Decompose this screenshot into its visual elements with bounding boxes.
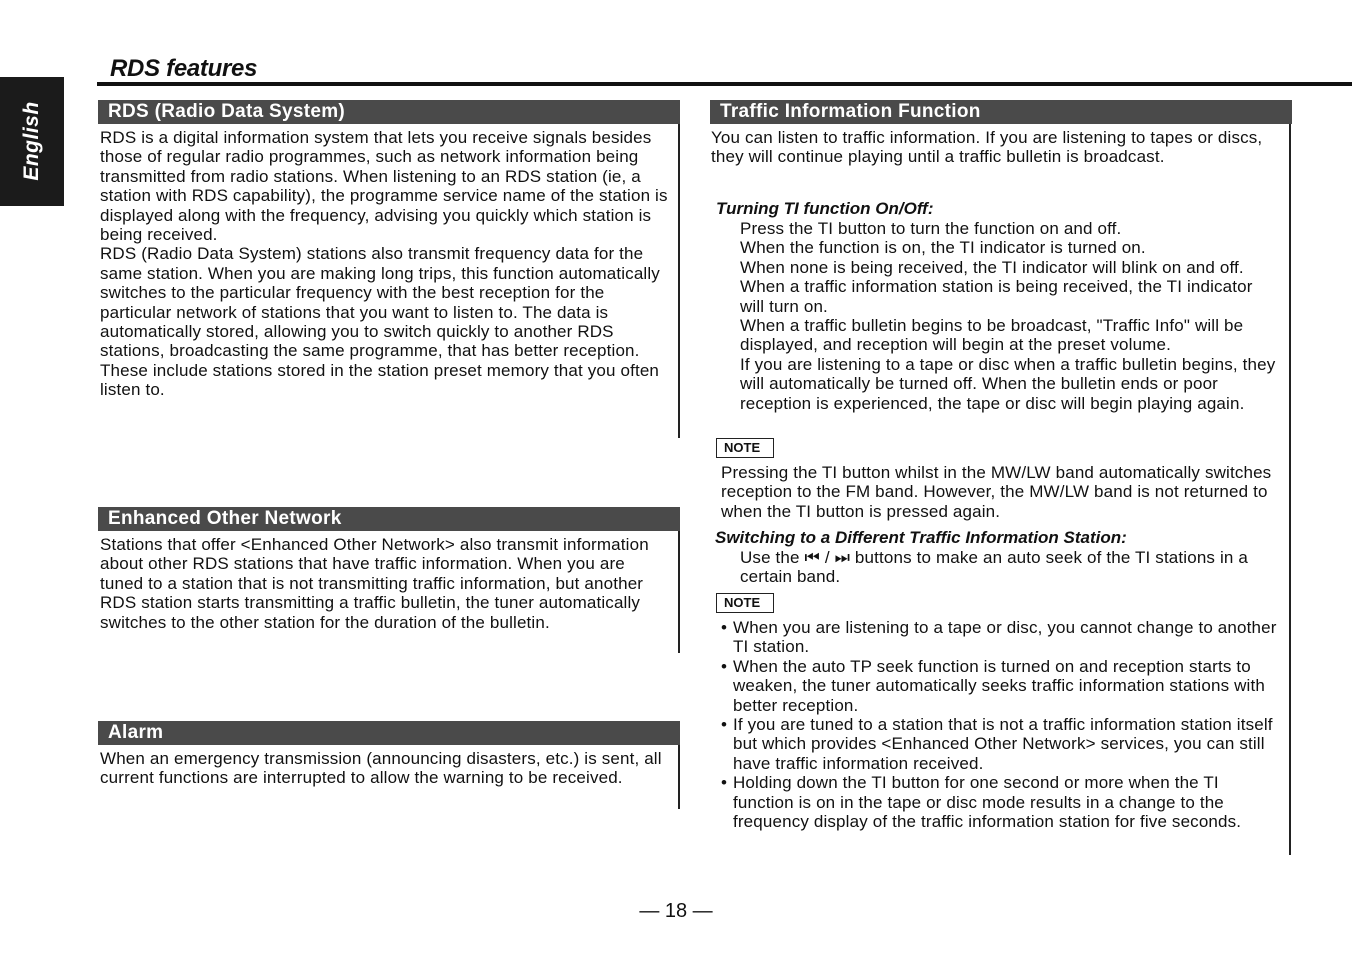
ti-onoff-line: When the function is on, the TI indicator is turned on.: [740, 238, 1146, 258]
eon-rule: [678, 531, 680, 653]
ti-onoff-line: Press the TI button to turn the function on and off.: [740, 219, 1122, 238]
note2-bullet: • If you are tuned to a station that is not a traffic information station itself but which provides <Enhanced Other Network> services, you can still have traffic information received.: [721, 715, 1281, 773]
rds-body: [100, 128, 672, 400]
rds-paragraph: RDS is a digital information system that lets you receive signals besides those of regular radio programmes, such as network information being transmitted from radio stations. When listening to an RDS station (ie, a station with RDS capability), the programme service name of the station is displayed along with the frequency, advising you quickly which station is being received.: [100, 128, 668, 245]
note2-bullet: • Holding down the TI button for one second or more when the TI function is on in the tape or disc mode results in a change to the frequency display of the traffic information station for five seconds.: [721, 773, 1281, 831]
traffic-rule: [1289, 124, 1291, 855]
ti-onoff-line: When none is being received, the TI indicator will blink on and off. When a traffic information station is being received, the TI indicator will turn on.: [740, 257, 1253, 316]
ti-onoff-line: When a traffic bulletin begins to be broadcast, "Traffic Info" will be displayed, and reception will begin at the preset volume.: [740, 316, 1244, 355]
eon-body: Stations that offer <Enhanced Other Network> also transmit information about other RDS stations that have traffic information. When you are tuned to a station that is not transmitting traffic information, but another RDS station starts transmitting a traffic bulletin, the tuner automatically switches to the other station for the duration of the bulletin.: [100, 535, 649, 632]
title-rule: [97, 82, 1352, 86]
switching-body: Use the ⏮ / ⏭ buttons to make an auto seek of the TI stations in a certain band.: [740, 548, 1248, 587]
note1-body: Pressing the TI button whilst in the MW/LW band automatically switches reception to the FM band. However, the MW/LW band is not returned to when the TI button is pressed again.: [721, 463, 1272, 521]
note2-bullet: • When you are listening to a tape or disc, you cannot change to another TI station.: [721, 618, 1281, 657]
ti-onoff-body: [740, 219, 1280, 413]
note-label: NOTE: [716, 438, 774, 458]
traffic-heading: Traffic Information Function: [710, 100, 1292, 124]
page-number: — 18 —: [639, 900, 713, 922]
eon-heading: Enhanced Other Network: [98, 507, 680, 531]
rds-heading: RDS (Radio Data System): [98, 100, 680, 124]
alarm-heading: Alarm: [98, 721, 680, 745]
note2-bullet: • When the auto TP seek function is turned on and reception starts to weaken, the tuner automatically seeks traffic information stations with better reception.: [721, 657, 1281, 715]
language-tab-label: English: [20, 101, 43, 181]
alarm-body: When an emergency transmission (announcing disasters, etc.) is sent, all current functions are interrupted to allow the warning to be received.: [100, 749, 662, 788]
ti-onoff-title: Turning TI function On/Off:: [716, 199, 934, 218]
switching-title: Switching to a Different Traffic Information Station:: [715, 528, 1127, 547]
ti-onoff-line: If you are listening to a tape or disc when a traffic bulletin begins, they will automatically be turned off. When the bulletin ends or poor reception is experienced, the tape or disc will begin playing again.: [740, 354, 1276, 413]
rds-rule: [678, 124, 680, 438]
rds-paragraph: RDS (Radio Data System) stations also transmit frequency data for the same station. When you are making long trips, this function automatically switches to the particular frequency with the best reception for the particular network of stations that you want to listen to. The data is automatically stored, allowing you to switch quickly to another RDS stations, broadcasting the same programme, that has better reception. These include stations stored in the station preset memory that you often listen to.: [100, 244, 660, 400]
note-label: NOTE: [716, 593, 774, 613]
traffic-intro: You can listen to traffic information. If you are listening to tapes or discs, they will continue playing until a traffic bulletin is broadcast.: [711, 128, 1263, 167]
language-tab: [0, 77, 64, 206]
note2-body: [721, 618, 1281, 831]
alarm-rule: [678, 745, 680, 809]
page-title: RDS features: [110, 55, 258, 82]
